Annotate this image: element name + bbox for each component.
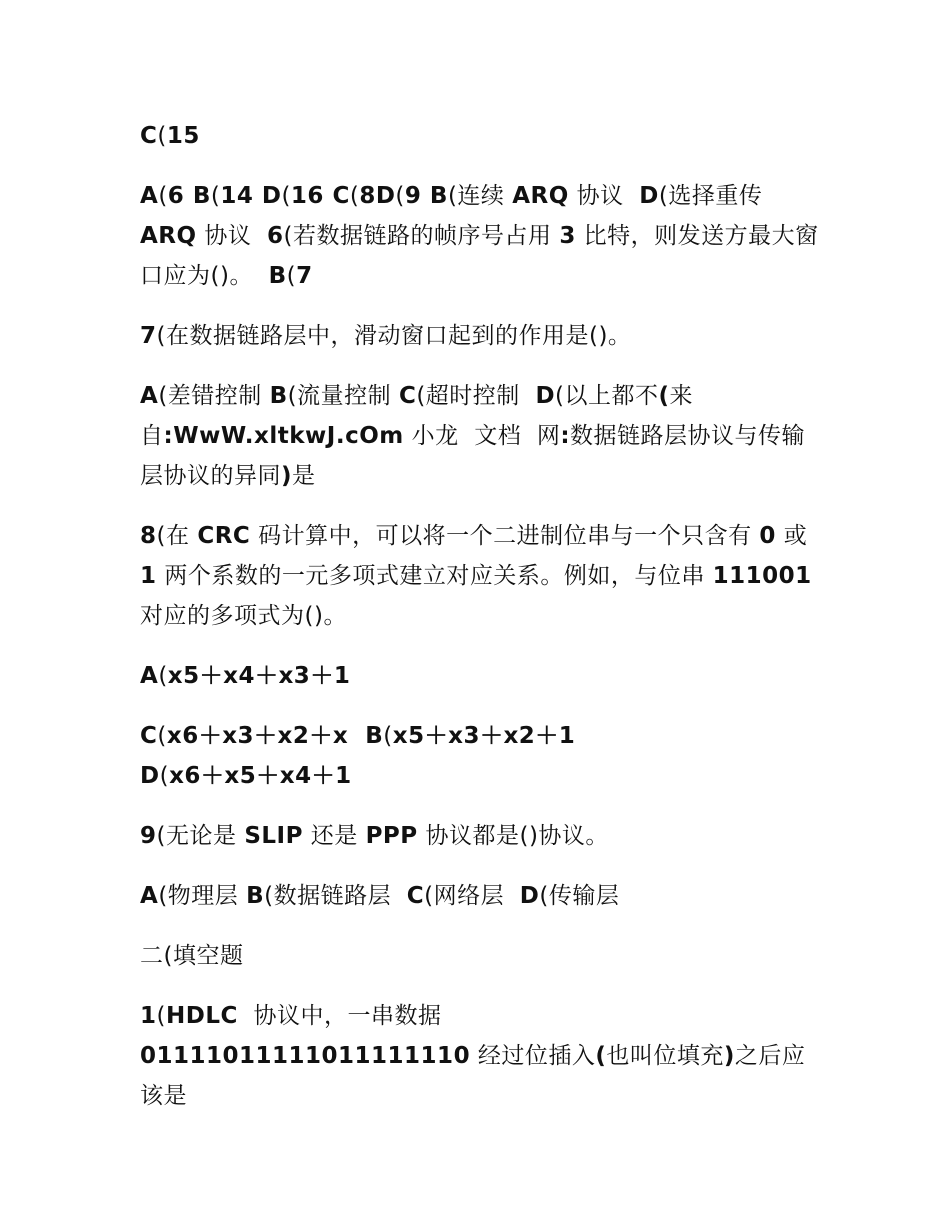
text-run: 也叫位填充 bbox=[606, 1043, 724, 1069]
text-run: A bbox=[140, 383, 159, 409]
text-run: 对应的多项式为()。 bbox=[140, 563, 820, 629]
text-run: C bbox=[398, 383, 417, 409]
text-run: (数据链路层 bbox=[264, 883, 407, 909]
paragraph-7 bbox=[140, 716, 820, 796]
text-run: 是 bbox=[292, 463, 316, 489]
paragraph-11 bbox=[140, 996, 820, 1116]
text-run: 两个系数的一元多项式建立对应关系。例如，与位串 bbox=[156, 563, 713, 589]
text-run: 协议中，一串数据 bbox=[253, 1003, 442, 1029]
text-run: B bbox=[268, 263, 287, 289]
text-run: :WwW.xltkwJ.cOm bbox=[163, 423, 404, 449]
text-run: ( bbox=[395, 183, 405, 209]
paragraph-9 bbox=[140, 876, 820, 916]
text-run: PPP bbox=[365, 823, 418, 849]
text-run: 9 bbox=[140, 823, 157, 849]
text-run: ( bbox=[158, 663, 168, 689]
text-run: (若数据链路的帧序号占用 bbox=[283, 223, 560, 249]
text-run: 码计算中，可以将一个二进制位串与一个只含有 bbox=[250, 523, 760, 549]
text-run: B bbox=[269, 383, 288, 409]
text-run: 14 bbox=[220, 183, 262, 209]
text-run: 111001 bbox=[712, 563, 812, 589]
text-run: (在数据链路层中，滑动窗口起到的作用是()。 bbox=[156, 323, 632, 349]
text-run: D bbox=[261, 183, 282, 209]
paragraph-6 bbox=[140, 656, 820, 696]
text-run: 3 bbox=[559, 223, 576, 249]
text-run: 协议 bbox=[196, 223, 268, 249]
text-run: 数据链路层协议与传输层协议的异同 bbox=[140, 423, 806, 489]
text-run: ( bbox=[156, 1003, 166, 1029]
text-run: 7 bbox=[296, 263, 313, 289]
text-run: 协议 bbox=[568, 183, 640, 209]
text-run: 15 bbox=[166, 123, 200, 149]
text-run: x6＋x5＋x4＋1 bbox=[169, 763, 352, 789]
paragraph-2 bbox=[140, 176, 820, 296]
text-run: ARQ bbox=[140, 223, 197, 249]
text-run: 6 bbox=[267, 223, 284, 249]
text-run: A bbox=[140, 183, 159, 209]
text-run: B bbox=[429, 183, 448, 209]
text-run: 01111011111011111110 bbox=[140, 1043, 471, 1069]
text-run: CRC bbox=[197, 523, 251, 549]
text-run: D bbox=[375, 183, 396, 209]
text-run: ( bbox=[157, 123, 167, 149]
text-run: 小龙 文档 网 bbox=[403, 423, 561, 449]
text-run: 7 bbox=[140, 323, 157, 349]
document-page bbox=[140, 116, 820, 1136]
text-run: B bbox=[192, 183, 211, 209]
text-run: ( bbox=[595, 1043, 607, 1069]
text-run: ( bbox=[286, 263, 297, 289]
text-run: (连续 bbox=[447, 183, 513, 209]
text-run: C bbox=[332, 183, 350, 209]
paragraph-3 bbox=[140, 316, 820, 356]
text-run: C bbox=[140, 723, 158, 749]
text-run: 1 bbox=[140, 1003, 157, 1029]
text-run: (无论是 bbox=[156, 823, 245, 849]
text-run: SLIP bbox=[244, 823, 303, 849]
text-run: 6 bbox=[167, 183, 193, 209]
text-run: (物理层 bbox=[158, 883, 247, 909]
text-run: D bbox=[535, 383, 556, 409]
text-run: 或 bbox=[775, 523, 816, 549]
text-run: D bbox=[140, 763, 160, 789]
text-run: (传输层 bbox=[539, 883, 620, 909]
text-run: ) bbox=[281, 463, 293, 489]
paragraph-10 bbox=[140, 936, 820, 976]
text-run: ARQ bbox=[512, 183, 569, 209]
text-run: ( bbox=[281, 183, 291, 209]
text-run: 8 bbox=[140, 523, 157, 549]
text-run: : bbox=[560, 423, 571, 449]
text-run: 之后应该是 bbox=[140, 1043, 806, 1109]
text-run: ( bbox=[157, 723, 167, 749]
paragraph-5 bbox=[140, 516, 820, 636]
paragraph-8 bbox=[140, 816, 820, 856]
text-run: x5＋x3＋x2＋1 bbox=[392, 723, 576, 749]
text-run: 9 bbox=[404, 183, 430, 209]
text-run: ( bbox=[158, 183, 168, 209]
text-run: (流量控制 bbox=[287, 383, 399, 409]
text-run: B bbox=[246, 883, 265, 909]
text-run: 0 bbox=[759, 523, 776, 549]
text-run: D bbox=[519, 883, 540, 909]
text-run: x6＋x3＋x2＋x bbox=[166, 723, 366, 749]
text-run: C bbox=[406, 883, 425, 909]
text-run: (选择重传 bbox=[658, 183, 771, 209]
text-run: D bbox=[639, 183, 659, 209]
text-run: B bbox=[365, 723, 384, 749]
text-run: ( bbox=[383, 723, 393, 749]
text-run: 比特，则发送方最大窗口应为()。 bbox=[140, 223, 819, 289]
text-run: (在 bbox=[156, 523, 198, 549]
text-run: A bbox=[140, 663, 159, 689]
text-run: (网络层 bbox=[424, 883, 520, 909]
text-run: 二(填空题 bbox=[140, 943, 244, 969]
paragraph-4 bbox=[140, 376, 820, 496]
text-run: A bbox=[140, 883, 159, 909]
text-run: 16 bbox=[290, 183, 333, 209]
text-run: x5＋x4＋x3＋1 bbox=[167, 663, 351, 689]
text-run: (超时控制 bbox=[416, 383, 536, 409]
text-run: 还是 bbox=[302, 823, 366, 849]
paragraph-1 bbox=[140, 116, 820, 156]
text-run: 协议都是()协议。 bbox=[417, 823, 609, 849]
text-run: C bbox=[140, 123, 158, 149]
text-run: ) bbox=[723, 1043, 735, 1069]
text-run: HDLC bbox=[166, 1003, 238, 1029]
text-run: ( bbox=[658, 383, 670, 409]
text-run: ( bbox=[210, 183, 221, 209]
text-run: 1 bbox=[140, 563, 157, 589]
text-run: 8 bbox=[359, 183, 376, 209]
text-run: ( bbox=[349, 183, 360, 209]
text-run: 来自 bbox=[140, 383, 694, 449]
text-run: (差错控制 bbox=[158, 383, 270, 409]
text-run: ( bbox=[159, 763, 170, 789]
text-run: (以上都不 bbox=[555, 383, 659, 409]
text-run: 经过位插入 bbox=[470, 1043, 596, 1069]
